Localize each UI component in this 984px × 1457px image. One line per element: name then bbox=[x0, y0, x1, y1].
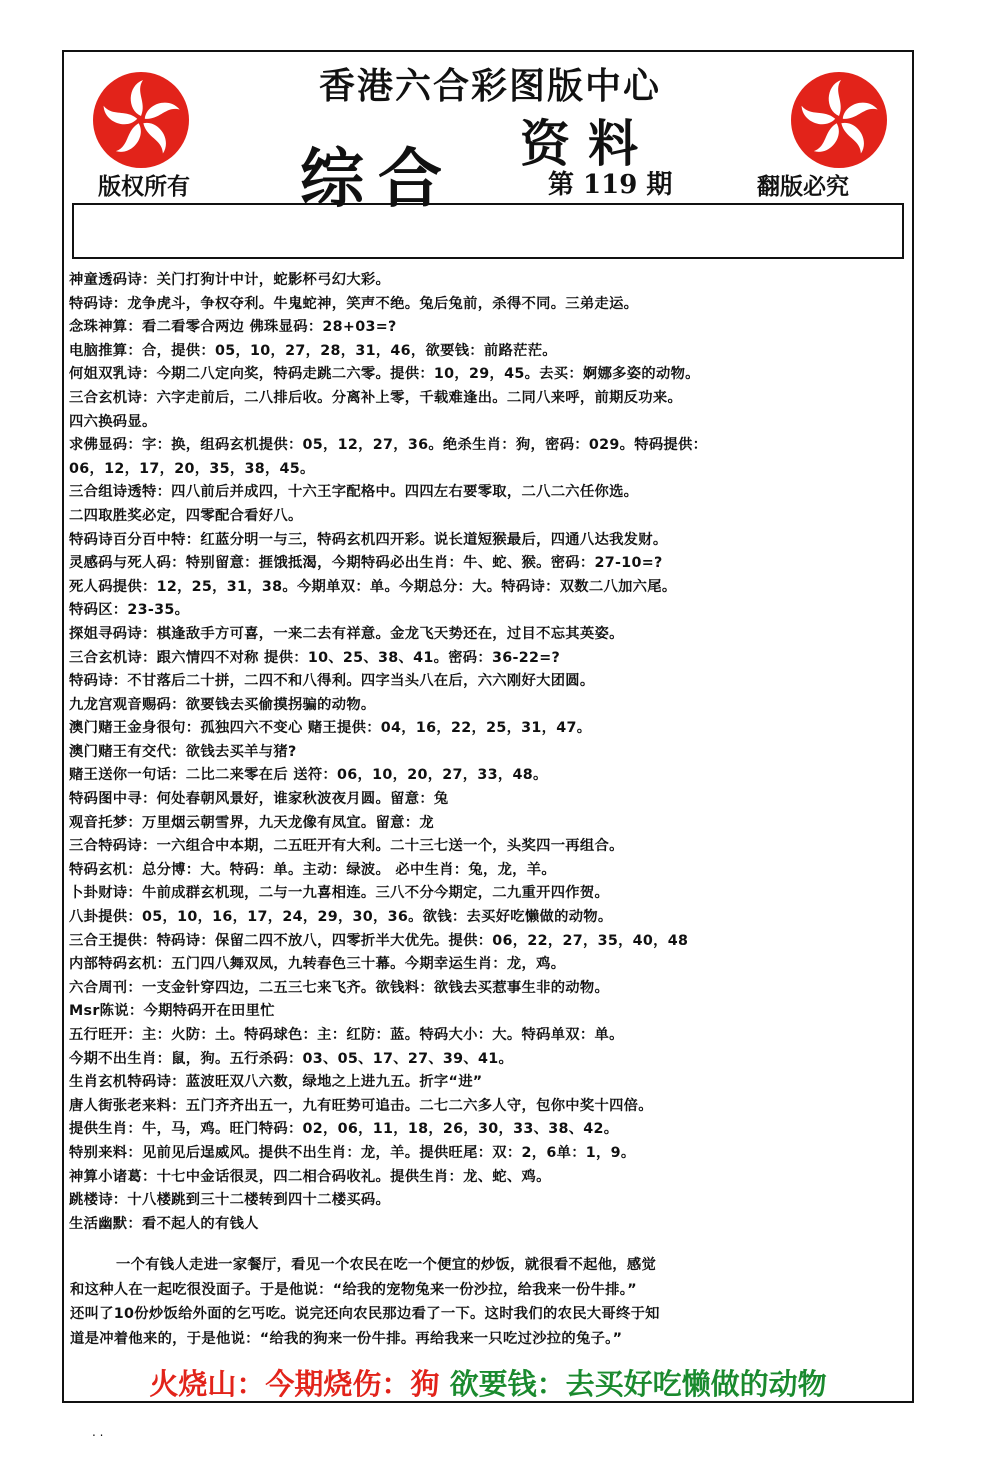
content-line: 提供生肖：牛，马，鸡。旺门特码：02，06，11，18，26，30，33、38、42。 bbox=[69, 1121, 619, 1138]
content-line: 澳门赌王有交代：欲钱去买羊与猪? bbox=[69, 743, 297, 760]
content-line: 四六换码显。 bbox=[69, 413, 157, 430]
content-line: 三合组诗透特：四八前后并成四，十六王字配格中。四四左右要零取，二八二六任你选。 bbox=[69, 484, 639, 501]
issue-number: 第 119 期 bbox=[548, 170, 673, 200]
content-line: 何姐双乳诗：今期二八定向奖，特码走跳二六零。提供：10，29，45。去买：婀娜多姿的动物。 bbox=[69, 366, 700, 383]
content-line: 三合王提供：特码诗：保留二四不放八，四零折半大优先。提供：06，22，27，35，40，48 bbox=[69, 932, 689, 949]
content-line: 赌王送你一句话：二比二来零在后 送符：06，10，20，27，33，48。 bbox=[69, 767, 548, 784]
content-line: 特码区：23-35。 bbox=[69, 602, 190, 619]
content-line: 生活幽默：看不起人的有钱人 bbox=[69, 1215, 259, 1232]
content-line: 卜卦财诗：牛前成群玄机现，二与一九喜相连。三八不分今期定，二九重开四作贺。 bbox=[69, 885, 610, 902]
story-line: 和这种人在一起吃很没面子。于是他说：“给我的宠物兔来一份沙拉，给我来一份牛排。” bbox=[70, 1281, 637, 1298]
page-title: 香港六合彩图版中心 bbox=[318, 65, 661, 107]
content-line: 三合玄机诗：六字走前后，二八排后收。分离补上零，千载难逢出。二同八来呼，前期反功来。 bbox=[69, 389, 683, 406]
content-line: 死人码提供：12，25，31，38。今期单双：单。今期总分：大。特码诗：双数二八加六尾。 bbox=[69, 578, 677, 595]
footer-banner bbox=[70, 1362, 906, 1403]
content-line: 唐人街张老来料：五门齐齐出五一，九有旺势可追击。二七二六多人守，包你中奖十四倍。 bbox=[69, 1097, 653, 1114]
content-line: 06，12，17，20，35，38，45。 bbox=[69, 460, 315, 477]
copyright-label: 版权所有 bbox=[98, 173, 190, 200]
content-line: Msr陈说：今期特码开在田里忙 bbox=[69, 1003, 275, 1020]
no-reprint-label: 翻版必究 bbox=[757, 173, 849, 200]
content-line: 三合特码诗：一六组合中本期，二五旺开有大利。二十三七送一个，头奖四一再组合。 bbox=[69, 838, 624, 855]
footer-part2: 狗 bbox=[410, 1367, 440, 1401]
content-lines bbox=[69, 269, 909, 1236]
content-line: 特别来料：见前见后逞威风。提供不出生肖：龙，羊。提供旺尾：双：2，6单：1，9。 bbox=[69, 1144, 636, 1161]
content-line: 特码诗：不甘落后二十拼，二四不和八得利。四字当头八在后，六六刚好大团圆。 bbox=[69, 673, 595, 690]
content-line: 神算小诸葛：十七中金话很灵，四二相合码收礼。提供生肖：龙、蛇、鸡。 bbox=[69, 1168, 551, 1185]
content-line: 八卦提供：05，10，16，17，24，29，30，36。欲钱：去买好吃懒做的动物。 bbox=[69, 909, 613, 926]
content-line: 特码诗：龙争虎斗，争权夺利。牛鬼蛇神，笑声不绝。兔后兔前，杀得不同。三弟走运。 bbox=[69, 295, 639, 312]
headline-left: 综合 bbox=[300, 142, 456, 217]
content-line: 特码图中寻：何处春朝风景好，谁家秋波夜月圆。留意：兔 bbox=[69, 791, 449, 808]
story-paragraph bbox=[70, 1253, 906, 1351]
bauhinia-flower-icon bbox=[791, 72, 887, 168]
content-line: 五行旺开：主：火防：土。特码球色：主：红防：蓝。特码大小：大。特码单双：单。 bbox=[69, 1027, 624, 1043]
story-line: 还叫了10份炒饭给外面的乞丐吃。说完还向农民那边看了一下。这时我们的农民大哥终于知 bbox=[70, 1306, 660, 1322]
content-line: 澳门赌王金身很句：孤独四六不变心 赌王提供：04，16，22，25，31，47。 bbox=[69, 720, 592, 737]
content-line: 神童透码诗：关门打狗计中计，蛇影杯弓幻大彩。 bbox=[69, 272, 391, 288]
story-line: 道是冲着他来的，于是他说：“给我的狗来一份牛排。再给我来一只吃过沙拉的兔子。” bbox=[70, 1330, 623, 1347]
footer-part3: 欲要钱：去买好吃懒做的动物 bbox=[449, 1367, 827, 1401]
bauhinia-flower-icon bbox=[93, 72, 189, 168]
content-line: 九龙宫观音赐码：欲要钱去买偷摸拐骗的动物。 bbox=[69, 696, 376, 713]
content-line: 六合周刊：一支金针穿四边，二五三七来飞齐。欲钱料：欲钱去买惹事生非的动物。 bbox=[69, 979, 610, 996]
content-line: 生肖玄机特码诗：蓝波旺双八六数，绿地之上进九五。折字“进” bbox=[69, 1074, 483, 1091]
content-line: 电脑推算：合，提供：05，10，27，28，31，46，欲要钱：前路茫茫。 bbox=[69, 342, 557, 359]
bottom-dots: . . bbox=[92, 1425, 104, 1439]
content-line: 灵感码与死人码：特别留意：捱饿抵渴，今期特码必出生肖：牛、蛇、猴。密码：27-10=? bbox=[69, 555, 663, 572]
content-line: 念珠神算：看二看零合两边 佛珠显码：28+03=? bbox=[69, 319, 397, 336]
content-line: 探姐寻码诗：棋逢敌手方可喜，一来二去有祥意。金龙飞天势还在，过目不忘其英姿。 bbox=[69, 625, 624, 642]
headline-right: 资料 bbox=[520, 114, 656, 173]
content-line: 特码诗百分百中特：红蓝分明一与三，特码玄机四开彩。说长道短猴最后，四通八达我发财。 bbox=[69, 531, 668, 548]
content-line: 观音托梦：万里烟云朝雪界，九天龙像有凤宜。留意：龙 bbox=[69, 814, 434, 831]
content-line: 三合玄机诗：跟六情四不对称 提供：10、25、38、41。密码：36-22=? bbox=[69, 649, 561, 666]
content-line: 跳楼诗：十八楼跳到三十二楼转到四十二楼买码。 bbox=[69, 1192, 391, 1209]
content-line: 今期不出生肖：鼠，狗。五行杀码：03、05、17、27、39、41。 bbox=[69, 1050, 514, 1067]
content-line: 特码玄机：总分博：大。特码：单。主动：绿波。 必中生肖：兔，龙，羊。 bbox=[69, 861, 556, 878]
footer-part1: 火烧山：今期烧伤： bbox=[149, 1367, 411, 1401]
content-line: 求佛显码：字：换，组码玄机提供：05，12，27，36。绝杀生肖：狗，密码：029。特码提供： bbox=[69, 437, 708, 454]
blank-banner-box bbox=[72, 203, 904, 259]
content-line: 内部特码玄机：五门四八舞双凤，九转春色三十幕。今期幸运生肖：龙，鸡。 bbox=[69, 956, 566, 973]
story-line: 一个有钱人走进一家餐厅，看见一个农民在吃一个便宜的炒饭，就很看不起他，感觉 bbox=[116, 1257, 657, 1273]
content-line: 二四取胜奖必定，四零配合看好八。 bbox=[69, 507, 303, 524]
